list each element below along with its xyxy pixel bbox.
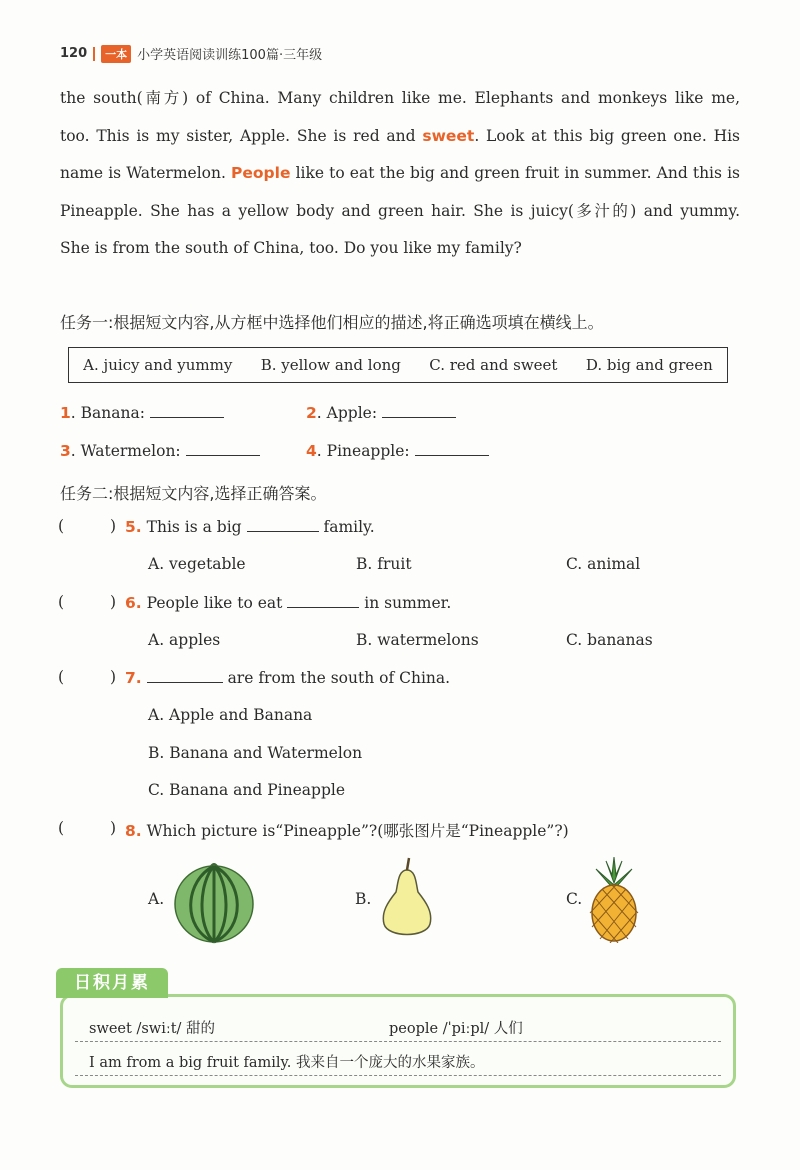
passage-line: Pineapple. She has a yellow body and green hair. She is juicy(多汁的) and yummy. — [60, 201, 740, 220]
choice-b[interactable]: B. Banana and Watermelon — [148, 744, 363, 762]
option: A. juicy and yummy — [83, 356, 233, 374]
item-label: . Pineapple: — [316, 442, 410, 460]
page-header — [60, 44, 322, 63]
task1-instruction: 任务一:根据短文内容,从方框中选择他们相应的描述,将正确选项填在横线上。 — [60, 313, 604, 332]
option: D. big and green — [585, 356, 713, 374]
page-number: 120 — [60, 46, 88, 61]
task2-instruction: 任务二:根据短文内容,选择正确答案。 — [60, 484, 327, 503]
pineapple-icon — [588, 855, 640, 943]
choice-b[interactable]: B. watermelons — [356, 631, 479, 649]
vocabulary-row — [75, 1015, 721, 1042]
fill-item-2 — [306, 403, 456, 422]
pineapple-picture[interactable] — [588, 855, 640, 943]
answer-paren-open: ( — [58, 517, 65, 535]
passage-text: name is Watermelon. — [60, 164, 232, 182]
answer-paren-open: ( — [58, 668, 65, 686]
item-number: 2 — [306, 404, 317, 422]
watermelon-icon — [173, 862, 255, 944]
question-number: 6. — [125, 594, 142, 612]
options-box — [68, 347, 728, 383]
header-divider — [93, 47, 95, 61]
choice-c[interactable]: C. Banana and Pineapple — [148, 781, 345, 799]
item-label: . Apple: — [316, 404, 378, 422]
question-number: 5. — [125, 518, 142, 536]
item-number: 3 — [60, 442, 71, 460]
keyword-sweet: sweet — [422, 126, 475, 145]
fill-item-1 — [60, 403, 224, 422]
question-text: This is a big — [146, 518, 242, 536]
choice-a[interactable]: A. Apple and Banana — [148, 706, 313, 724]
passage-text: like to eat the big and green fruit in summer. And this is — [290, 164, 740, 182]
passage-line: She is from the south of China, too. Do you like my family? — [60, 239, 522, 257]
passage-line — [60, 155, 740, 193]
option: B. yellow and long — [260, 356, 401, 374]
choice-c[interactable]: C. animal — [566, 555, 641, 573]
keyword-people: People — [231, 164, 291, 182]
passage-text: too. This is my sister, Apple. She is red and — [60, 126, 423, 145]
question-text: family. — [323, 518, 375, 536]
option: C. red and sweet — [429, 356, 558, 374]
item-label: . Watermelon: — [70, 442, 181, 460]
answer-blank[interactable] — [186, 441, 260, 456]
vocab-people: people /ˈpiːpl/ 人们 — [389, 1021, 523, 1037]
answer-paren-close: ) — [110, 819, 117, 837]
example-sentence: I am from a big fruit family. 我来自一个庞大的水果家族。 — [89, 1055, 485, 1071]
answer-blank[interactable] — [287, 593, 359, 608]
answer-blank[interactable] — [247, 517, 319, 532]
question-number: 8. — [125, 822, 142, 840]
question-6 — [125, 593, 451, 612]
question-8 — [125, 819, 569, 841]
item-label: . Banana: — [70, 404, 145, 422]
picture-label-a: A. — [148, 890, 165, 908]
passage-line: the south(南方) of China. Many children like me. Elephants and monkeys like me, — [60, 89, 740, 107]
question-7 — [125, 668, 450, 687]
answer-blank[interactable] — [382, 403, 456, 418]
choice-a[interactable]: A. vegetable — [148, 555, 246, 573]
question-text: in summer. — [364, 594, 452, 612]
answer-blank[interactable] — [150, 403, 224, 418]
watermelon-picture[interactable] — [173, 862, 255, 944]
choice-b[interactable]: B. fruit — [356, 555, 412, 573]
pear-picture[interactable] — [378, 856, 436, 940]
answer-paren-open: ( — [58, 593, 65, 611]
book-title: 小学英语阅读训练100篇·三年级 — [137, 48, 323, 63]
fill-item-3 — [60, 441, 260, 460]
answer-paren-close: ) — [110, 593, 117, 611]
sentence-row — [75, 1049, 721, 1076]
picture-label-c: C. — [566, 890, 583, 908]
reading-passage — [60, 80, 740, 268]
answer-paren-close: ) — [110, 668, 117, 686]
question-5 — [125, 517, 375, 536]
question-number: 7. — [125, 669, 142, 687]
vocabulary-box-title: 日积月累 — [56, 968, 168, 998]
answer-paren-open: ( — [58, 819, 65, 837]
answer-paren-close: ) — [110, 517, 117, 535]
choice-c[interactable]: C. bananas — [566, 631, 653, 649]
choice-a[interactable]: A. apples — [148, 631, 221, 649]
fill-item-4 — [306, 441, 489, 460]
passage-text: . Look at this big green one. His — [474, 126, 740, 145]
vocab-sweet: sweet /swiːt/ 甜的 — [89, 1021, 216, 1037]
picture-label-b: B. — [355, 890, 372, 908]
question-text: are from the south of China. — [227, 669, 451, 687]
item-number: 4 — [306, 442, 317, 460]
question-text: People like to eat — [146, 594, 283, 612]
vocabulary-box — [60, 994, 736, 1088]
passage-line — [60, 118, 740, 156]
question-text: Which picture is“Pineapple”?(哪张图片是“Pineapple”?) — [146, 822, 569, 840]
answer-blank[interactable] — [147, 668, 223, 683]
answer-blank[interactable] — [415, 441, 489, 456]
brand-logo: 一本 — [101, 45, 131, 63]
pear-icon — [378, 856, 436, 940]
item-number: 1 — [60, 404, 71, 422]
